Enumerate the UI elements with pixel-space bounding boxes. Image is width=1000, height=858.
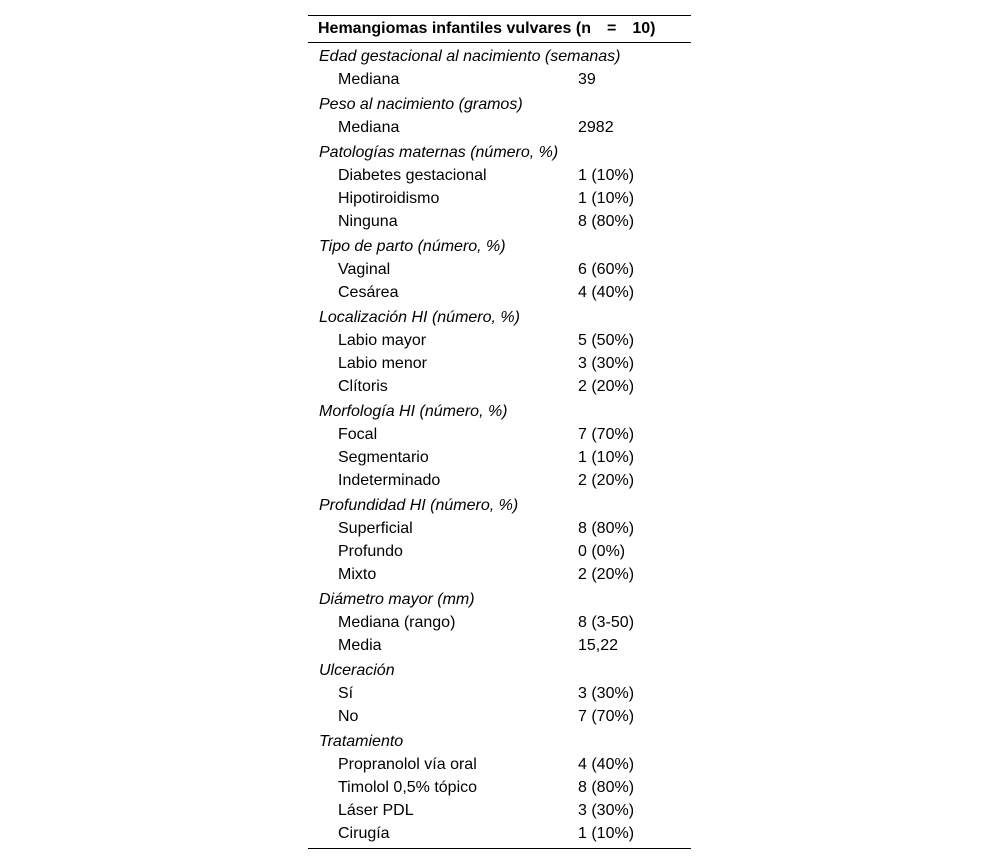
data-table xyxy=(308,15,691,849)
section-title: Localización HI (número, %) xyxy=(319,309,520,326)
table-row xyxy=(308,705,691,728)
table-row xyxy=(308,210,691,233)
row-value: 4 (40%) xyxy=(578,756,635,773)
row-label: Propranolol vía oral xyxy=(338,756,477,773)
row-value: 3 (30%) xyxy=(578,802,635,819)
row-value: 1 (10%) xyxy=(578,190,635,207)
row-value: 2 (20%) xyxy=(578,378,635,395)
row-value: 5 (50%) xyxy=(578,332,635,349)
row-label: Mediana xyxy=(338,71,400,88)
row-value: 39 xyxy=(578,71,596,88)
row-label: Labio menor xyxy=(338,355,427,372)
section-title: Morfología HI (número, %) xyxy=(319,403,508,420)
row-label: Labio mayor xyxy=(338,332,427,349)
row-label: Mediana xyxy=(338,119,400,136)
row-label: No xyxy=(338,708,359,725)
table-row xyxy=(308,799,691,822)
table-row xyxy=(308,446,691,469)
row-label: Cirugía xyxy=(338,825,390,842)
section-title: Edad gestacional al nacimiento (semanas) xyxy=(319,48,621,65)
row-label: Timolol 0,5% tópico xyxy=(338,779,478,796)
row-value: 8 (80%) xyxy=(578,520,635,537)
row-label: Láser PDL xyxy=(338,802,414,819)
row-label: Focal xyxy=(338,426,378,443)
section-title: Profundidad HI (número, %) xyxy=(319,497,519,514)
row-value: 8 (80%) xyxy=(578,779,635,796)
row-value: 8 (3-50) xyxy=(578,614,635,631)
table-row xyxy=(308,258,691,281)
row-label: Sí xyxy=(338,685,354,702)
section-title: Patologías maternas (número, %) xyxy=(319,144,559,161)
row-value: 2 (20%) xyxy=(578,566,635,583)
table-row xyxy=(308,776,691,799)
row-value: 7 (70%) xyxy=(578,426,635,443)
section-title: Peso al nacimiento (gramos) xyxy=(319,96,523,113)
table-row xyxy=(308,281,691,304)
row-value: 8 (80%) xyxy=(578,213,635,230)
row-label: Segmentario xyxy=(338,449,429,466)
row-value: 3 (30%) xyxy=(578,355,635,372)
row-label: Ninguna xyxy=(338,213,398,230)
table-row xyxy=(308,753,691,776)
table-bottom-padding xyxy=(308,845,691,848)
row-label: Clítoris xyxy=(338,378,388,395)
row-label: Mediana (rango) xyxy=(338,614,456,631)
row-label: Hipotiroidismo xyxy=(338,190,440,207)
table-row xyxy=(308,187,691,210)
table-row xyxy=(308,634,691,657)
table-body xyxy=(308,43,691,845)
section-title: Tratamiento xyxy=(319,733,404,750)
row-value: 0 (0%) xyxy=(578,543,626,560)
table-row xyxy=(308,469,691,492)
section-title: Diámetro mayor (mm) xyxy=(319,591,475,608)
row-value: 3 (30%) xyxy=(578,685,635,702)
row-value: 1 (10%) xyxy=(578,167,635,184)
row-value: 2 (20%) xyxy=(578,472,635,489)
table-row xyxy=(308,329,691,352)
row-label: Vaginal xyxy=(338,261,391,278)
row-value: 7 (70%) xyxy=(578,708,635,725)
row-label: Profundo xyxy=(338,543,403,560)
row-label: Media xyxy=(338,637,382,654)
row-label: Indeterminado xyxy=(338,472,441,489)
table-row xyxy=(308,352,691,375)
row-value: 2982 xyxy=(578,119,614,136)
table-row xyxy=(308,540,691,563)
row-label: Cesárea xyxy=(338,284,399,301)
table-row xyxy=(308,563,691,586)
table-row xyxy=(308,611,691,634)
row-label: Mixto xyxy=(338,566,377,583)
table-row xyxy=(308,116,691,139)
row-label: Superficial xyxy=(338,520,413,537)
row-value: 4 (40%) xyxy=(578,284,635,301)
row-value: 1 (10%) xyxy=(578,449,635,466)
section-title: Ulceración xyxy=(319,662,395,679)
section-title: Tipo de parto (número, %) xyxy=(319,238,506,255)
table-row xyxy=(308,68,691,91)
table-row xyxy=(308,682,691,705)
row-value: 6 (60%) xyxy=(578,261,635,278)
table-row xyxy=(308,517,691,540)
table-row xyxy=(308,822,691,845)
table-header: Hemangiomas infantiles vulvares (n = 10) xyxy=(308,16,691,43)
table-row xyxy=(308,164,691,187)
row-value: 15,22 xyxy=(578,637,619,654)
row-label: Diabetes gestacional xyxy=(338,167,487,184)
table-row xyxy=(308,423,691,446)
row-value: 1 (10%) xyxy=(578,825,635,842)
table-row xyxy=(308,375,691,398)
